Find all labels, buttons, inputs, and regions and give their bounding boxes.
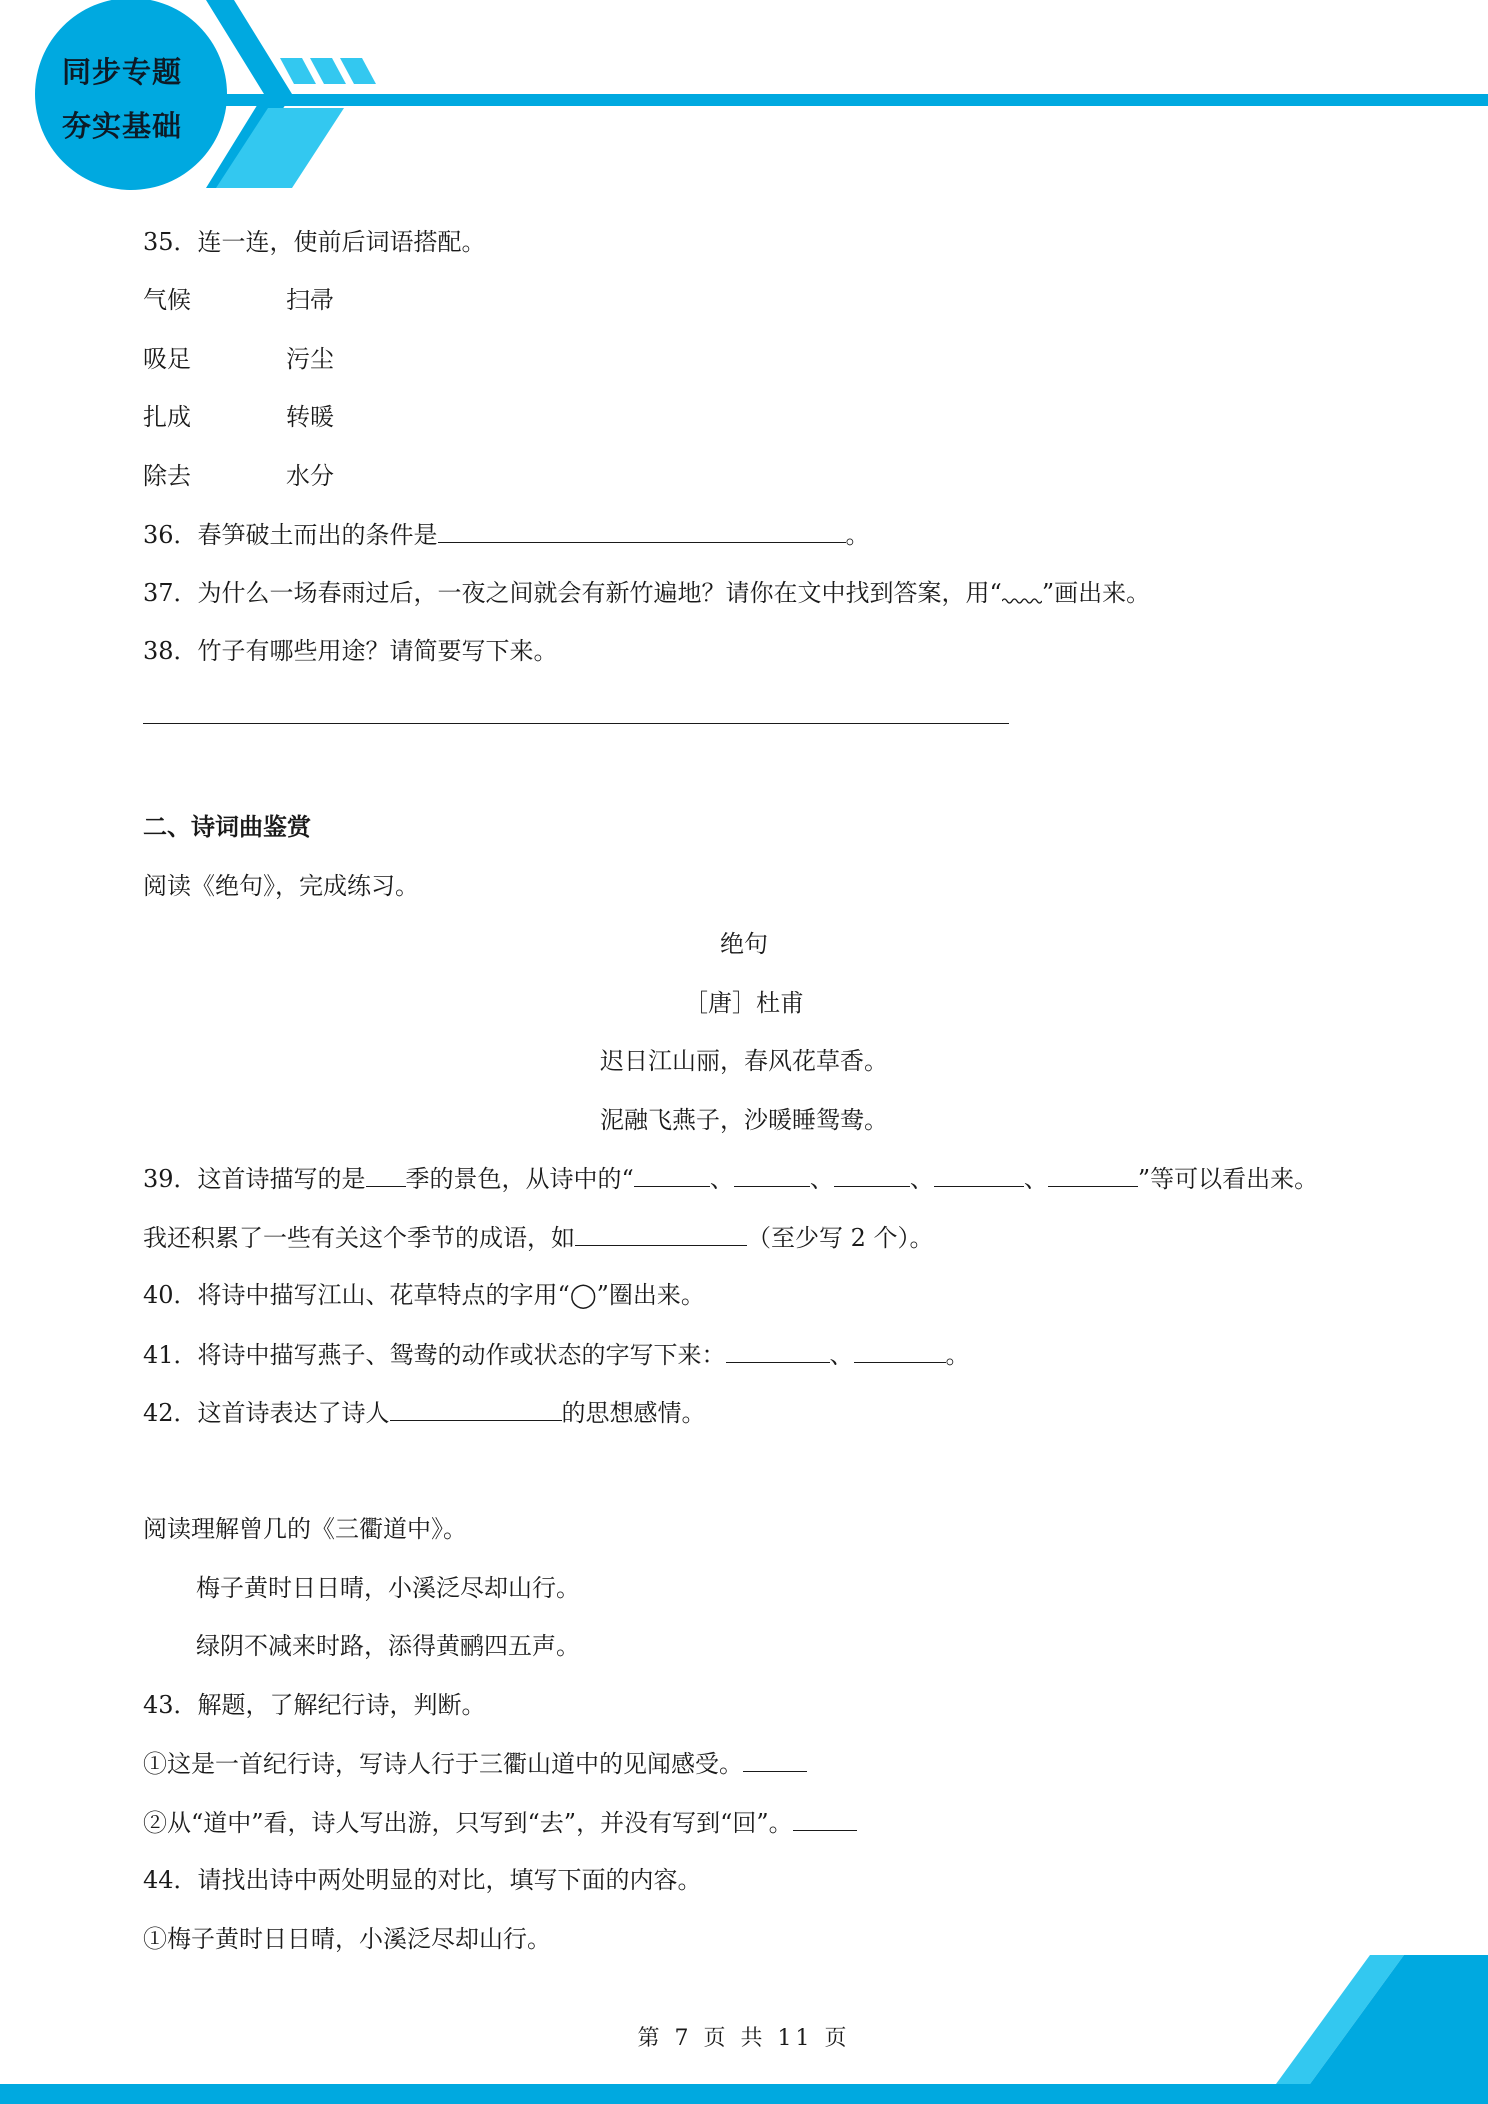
- q35-right-2: 污尘: [286, 345, 334, 373]
- q36-answer-blank[interactable]: [438, 518, 846, 543]
- q44-item-1: ①梅子黄时日日晴，小溪泛尽却山行。: [143, 1925, 551, 1953]
- q41-end: 。: [945, 1341, 970, 1369]
- q39-line-1: [143, 1162, 1318, 1195]
- q35-left-3: 扎成: [143, 403, 191, 431]
- badge-line-1: 同步专题: [61, 55, 182, 89]
- q36: [143, 518, 870, 551]
- q35-stem: 35．连一连，使前后词语搭配。: [143, 228, 486, 256]
- reading2-poem-line-2: 绿阴不减来时路，添得黄鹂四五声。: [196, 1632, 580, 1660]
- q35-left-2: 吸足: [143, 345, 191, 373]
- q42-blank[interactable]: [390, 1396, 562, 1421]
- poem-line-1: 迟日江山丽，春风花草香。: [600, 1047, 888, 1075]
- reading2-poem-line-1: 梅子黄时日日晴，小溪泛尽却山行。: [196, 1574, 580, 1602]
- q39-idiom-blank[interactable]: [575, 1221, 747, 1246]
- q39-sep: 、: [1023, 1165, 1048, 1193]
- q35-right-1: 扫帚: [286, 286, 334, 314]
- q43-item-2: [143, 1806, 857, 1839]
- q35-left-1: 气候: [143, 286, 191, 314]
- q41-sep: 、: [829, 1341, 854, 1369]
- reading2-intro: 阅读理解曾几的《三衢道中》。: [143, 1515, 467, 1543]
- poem-author: ［唐］杜甫: [684, 989, 804, 1017]
- q39-idiom-end: （至少写 2 个）。: [747, 1224, 934, 1252]
- q42-end: 的思想感情。: [561, 1399, 706, 1427]
- q41-blank-1[interactable]: [726, 1338, 830, 1363]
- q39-blank-5[interactable]: [1048, 1162, 1138, 1187]
- q37: [143, 577, 1150, 609]
- q37-end: ”画出来。: [1041, 579, 1151, 607]
- header-banner: [0, 0, 1488, 200]
- q42-text: 42．这首诗表达了诗人: [143, 1399, 390, 1427]
- section-2-intro: 阅读《绝句》，完成练习。: [143, 872, 419, 900]
- q39-blank-3[interactable]: [834, 1162, 910, 1187]
- q35-left-4: 除去: [143, 462, 191, 490]
- q43-item-2-blank[interactable]: [793, 1806, 857, 1831]
- q39-blank-2[interactable]: [734, 1162, 810, 1187]
- q42: [143, 1396, 706, 1429]
- q39-sep: 、: [709, 1165, 734, 1193]
- section-2-title: 二、诗词曲鉴赏: [143, 813, 311, 841]
- q41: [143, 1338, 970, 1371]
- q43-item-2-text: ②从“道中”看，诗人写出游，只写到“去”，并没有写到“回”。: [143, 1809, 793, 1837]
- q39-sep: 、: [809, 1165, 834, 1193]
- poem-title: 绝句: [720, 930, 768, 958]
- poem-line-2: 泥融飞燕子，沙暖睡鸳鸯。: [600, 1106, 888, 1134]
- q35-right-3: 转暖: [286, 403, 334, 431]
- q35-right-4: 水分: [286, 462, 334, 490]
- q39-season-blank[interactable]: [366, 1162, 406, 1187]
- q39-blank-4[interactable]: [934, 1162, 1024, 1187]
- q41-blank-2[interactable]: [854, 1338, 946, 1363]
- badge-line-2: 夯实基础: [61, 109, 182, 143]
- q39-blank-1[interactable]: [634, 1162, 710, 1187]
- q38-stem: 38．竹子有哪些用途？请简要写下来。: [143, 637, 558, 665]
- page-number: 第 7 页 共 11 页: [637, 2026, 851, 2051]
- q39-line-2: [143, 1221, 934, 1254]
- q43-item-1: [143, 1747, 807, 1780]
- header-badge-circle: [35, 0, 227, 190]
- q36-text: 36．春笋破土而出的条件是: [143, 521, 438, 549]
- footer-stripe: [0, 2084, 1488, 2104]
- header-stripe: [210, 94, 1488, 106]
- q43-item-1-text: ①这是一首纪行诗，写诗人行于三衢山道中的见闻感受。: [143, 1750, 743, 1778]
- wavy-underline-icon: [1002, 577, 1042, 601]
- q41-text: 41．将诗中描写燕子、鸳鸯的动作或状态的字写下来：: [143, 1341, 726, 1369]
- q39-text-2: 季的景色，从诗中的“: [405, 1165, 634, 1193]
- q38-answer-line[interactable]: [143, 723, 1009, 724]
- q39-text-1: 39．这首诗描写的是: [143, 1165, 366, 1193]
- q39-text-3: ”等可以看出来。: [1137, 1165, 1319, 1193]
- q37-text: 37．为什么一场春雨过后，一夜之间就会有新竹遍地？请你在文中找到答案，用“: [143, 579, 1002, 607]
- q43-stem: 43．解题，了解纪行诗，判断。: [143, 1691, 486, 1719]
- q39-idiom-text: 我还积累了一些有关这个季节的成语，如: [143, 1224, 575, 1252]
- q36-end: 。: [845, 521, 870, 549]
- q40: 40．将诗中描写江山、花草特点的字用“◯”圈出来。: [143, 1281, 705, 1309]
- q44-stem: 44．请找出诗中两处明显的对比，填写下面的内容。: [143, 1866, 702, 1894]
- q39-sep: 、: [909, 1165, 934, 1193]
- q43-item-1-blank[interactable]: [743, 1747, 807, 1772]
